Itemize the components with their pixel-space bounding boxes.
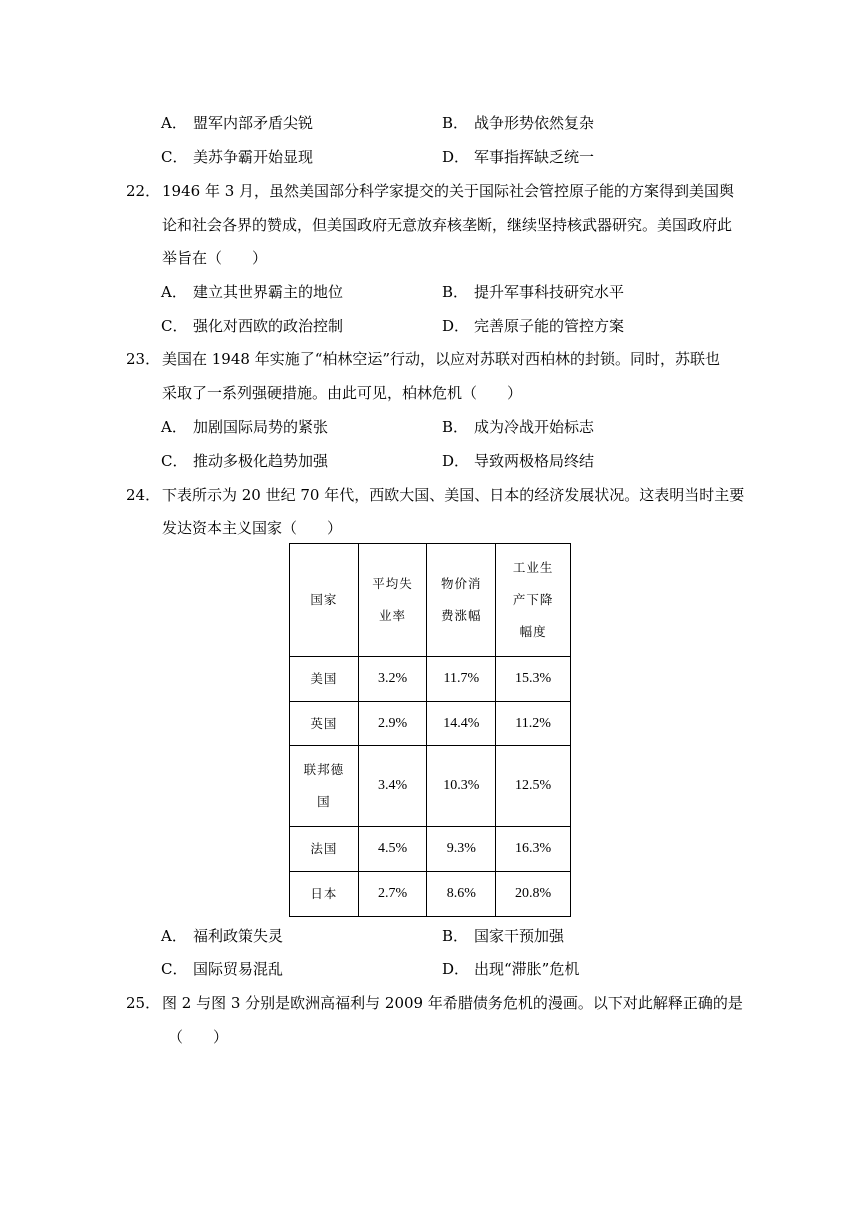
unemployment-cell: 3.4% [358,746,427,827]
unemployment-cell: 2.7% [358,872,427,917]
q24-option-c[interactable] [161,958,283,979]
option-letter: B． [442,418,469,436]
header-line: 业率 [379,608,407,623]
price-cell: 9.3% [427,827,496,872]
option-text: 国际贸易混乱 [193,960,284,978]
header-line: 物价消 [441,576,482,591]
option-text: 加剧国际局势的紧张 [193,418,329,436]
table-row [290,746,571,827]
q22-option-b[interactable] [442,281,624,302]
option-letter: A． [161,418,187,436]
option-text: 完善原子能的管控方案 [474,317,625,335]
option-letter: D． [442,148,470,166]
q23-option-a[interactable] [161,416,328,437]
table-row [290,872,571,917]
header-country [290,544,359,657]
unemployment-cell: 2.9% [358,702,427,746]
q23-stem-line1 [126,348,720,369]
option-letter: D． [442,317,470,335]
price-cell: 10.3% [427,746,496,827]
q22-stem-line1 [126,180,734,201]
q21-option-c[interactable] [161,146,313,167]
option-text: 出现“滞胀”危机 [474,960,580,978]
option-text: 军事指挥缺乏统一 [474,148,595,166]
header-line: 产下降 [512,592,554,607]
option-text: 盟军内部矛盾尖锐 [193,114,314,132]
table-row [290,702,571,746]
option-text: 美苏争霸开始显现 [193,148,314,166]
country-line: 国 [317,794,331,809]
header-industry [496,544,571,657]
price-cell: 14.4% [427,702,496,746]
q23-stem-line2: 采取了一系列强硬措施。由此可见，柏林危机（ ） [162,384,523,402]
header-line: 费涨幅 [441,608,482,623]
q24-stem-line2: 发达资本主义国家（ ） [162,519,343,537]
option-letter: B． [442,114,469,132]
q25-stem-line2: （ ） [168,1028,229,1046]
question-number: 25． [126,994,161,1012]
option-letter: A． [161,114,187,132]
q22-option-a[interactable] [161,281,343,302]
unemployment-cell: 3.2% [358,657,427,702]
option-letter: D． [442,452,470,470]
question-number: 23． [126,350,161,368]
q21-option-d[interactable] [442,146,594,167]
header-unemployment [358,544,427,657]
header-line: 工业生 [512,560,554,575]
question-number: 24． [126,486,161,504]
option-text: 强化对西欧的政治控制 [193,317,344,335]
q23-option-d[interactable] [442,450,594,471]
header-line: 国家 [310,592,338,607]
country-line: 联邦德 [303,762,345,777]
question-number: 22． [126,182,161,200]
header-line: 幅度 [519,624,547,639]
option-letter: A． [161,283,187,301]
option-text: 战争形势依然复杂 [474,114,595,132]
question-text: 图 2 与图 3 分别是欧洲高福利与 2009 年希腊债务危机的漫画。以下对此解释正确的是 [162,994,743,1012]
option-letter: C． [161,960,188,978]
q24-stem-line1 [126,484,744,505]
option-letter: A． [161,927,187,945]
option-text: 推动多极化趋势加强 [193,452,329,470]
option-text: 国家干预加强 [474,927,565,945]
industry-cell: 11.2% [496,702,571,746]
q23-option-b[interactable] [442,416,594,437]
question-text: 1946 年 3 月，虽然美国部分科学家提交的关于国际社会管控原子能的方案得到美国舆 [162,182,735,200]
unemployment-cell: 4.5% [358,827,427,872]
price-cell: 8.6% [427,872,496,917]
option-letter: C． [161,452,188,470]
table-header-row [290,544,571,657]
q22-option-c[interactable] [161,315,343,336]
q25-stem-line1 [126,992,743,1013]
q21-option-a[interactable] [161,112,313,133]
q23-option-c[interactable] [161,450,328,471]
question-text: 下表所示为 20 世纪 70 年代，西欧大国、美国、日本的经济发展状况。这表明当时主要 [162,486,745,504]
industry-cell: 12.5% [496,746,571,827]
option-letter: C． [161,317,188,335]
option-text: 提升军事科技研究水平 [474,283,625,301]
industry-cell: 15.3% [496,657,571,702]
option-letter: C． [161,148,188,166]
q22-stem-line3: 举旨在（ ） [162,249,268,267]
option-text: 成为冷战开始标志 [474,418,595,436]
price-cell: 11.7% [427,657,496,702]
table-row [290,657,571,702]
option-text: 建立其世界霸主的地位 [193,283,344,301]
country-cell: 英国 [290,702,359,746]
header-price [427,544,496,657]
country-cell: 法国 [290,827,359,872]
q22-stem-line2: 论和社会各界的赞成，但美国政府无意放弃核垄断，继续坚持核武器研究。美国政府此 [162,216,733,234]
option-letter: B． [442,927,469,945]
option-text: 福利政策失灵 [193,927,284,945]
industry-cell: 16.3% [496,827,571,872]
industry-cell: 20.8% [496,872,571,917]
q24-option-d[interactable] [442,958,579,979]
q22-option-d[interactable] [442,315,624,336]
q24-option-b[interactable] [442,925,564,946]
country-cell: 美国 [290,657,359,702]
q21-option-b[interactable] [442,112,594,133]
option-letter: D． [442,960,470,978]
country-cell: 日本 [290,872,359,917]
table-row [290,827,571,872]
q24-option-a[interactable] [161,925,283,946]
economic-data-table [289,543,571,917]
country-cell [290,746,359,827]
question-text: 美国在 1948 年实施了“柏林空运”行动，以应对苏联对西柏林的封锁。同时，苏联也 [162,350,721,368]
header-line: 平均失 [372,576,413,591]
option-letter: B． [442,283,469,301]
option-text: 导致两极格局终结 [474,452,595,470]
